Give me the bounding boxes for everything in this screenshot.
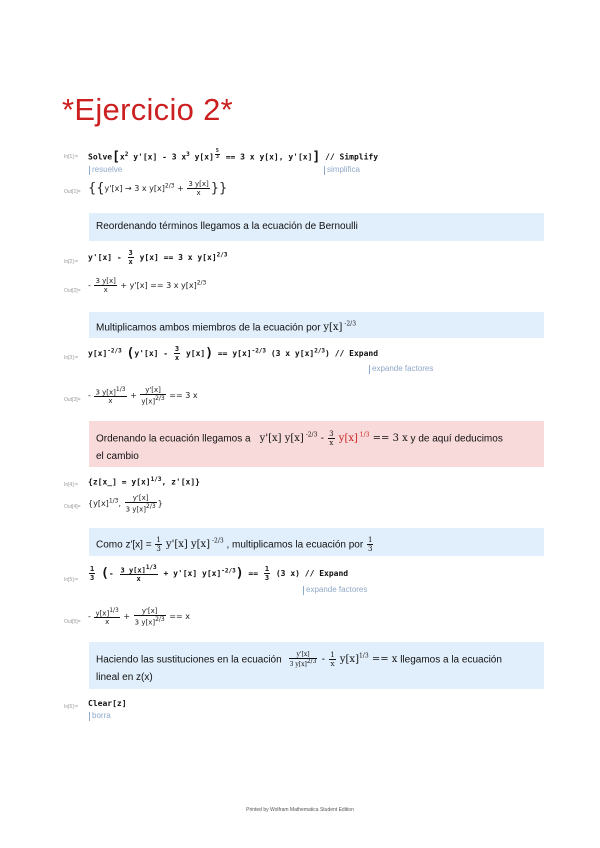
code-tail: // Expand xyxy=(304,569,349,579)
hint-expande-1[interactable]: expande factores xyxy=(372,364,434,373)
note3-text-a: Ordenando la ecuación llegamos a xyxy=(96,433,251,445)
section-title: *Ejercicio 2* xyxy=(62,92,234,127)
in-label-4: In[4]:= xyxy=(64,482,79,488)
out-label-4: Out[4]= xyxy=(64,504,81,510)
input-cell-1[interactable]: $Solve[x^2$ y'[x] - 3 $x^3$ y[x] $^{\frac{5}{3}}$ == 3 x y[x], y'[x]] // Simplify xyxy=(88,148,379,165)
note4-text-b: , multiplicamos la ecuación por xyxy=(226,539,364,551)
in-label-6: In[6]:= xyxy=(64,704,79,710)
out-label-5: Out[5]= xyxy=(64,619,81,625)
code-fn: Solve xyxy=(88,152,113,162)
text-cell-haciendo: Haciendo las sustituciones en la ecuación $\frac{y'[x]}{3 y[x]^{2/3}}$ - $\frac{1}{x}$ $y[x]^{1/3} == x$ llegamos a la ecuación lineal en z(x) xyxy=(89,642,544,689)
out-label-1: Out[1]= xyxy=(64,189,81,195)
hint-resuelve[interactable]: resuelve xyxy=(92,165,123,174)
in-label-1: In[1]:= xyxy=(64,154,79,160)
input-cell-5[interactable]: $\frac{1}{3}$ (- $\frac{3 y[x]^{1/3}}{x}$ + y'[x] $y[x]^{-2/3}$) == $\frac{1}{3}$ (3 x) // Expand xyxy=(90,564,349,584)
note3-text-c: el cambio xyxy=(96,451,139,463)
note3-text-b: y de aquí deducimos xyxy=(410,433,503,445)
hint-borra[interactable]: borra xyxy=(92,711,111,720)
code-tail: // Expand xyxy=(334,349,379,358)
print-footer: Printed by Wolfram Mathematica Student Edition xyxy=(246,807,354,813)
text-cell-ordenando: Ordenando la ecuación llegamos a y'[x] y[x] $^{-2/3}$ - $\frac{3}{x}$ y[x] $^{1/3}$ == 3 x y de aquí deducimos el cambio xyxy=(89,421,544,467)
input-cell-3[interactable]: $y[x]^{-2/3}$ (y'[x] - $\frac{3}{x}$ $y[x]) == y[x]^{-2/3}$ (3 x $y[x]^{2/3}$) // Expand xyxy=(88,345,379,362)
text-cell-multiplicamos: Multiplicamos ambos miembros de la ecuación por y[x] $^{-2/3}$ xyxy=(89,312,544,338)
out-label-2: Out[2]= xyxy=(64,288,81,294)
input-cell-4[interactable]: {z[x_] = $y[x]^{1/3}$, z'[x]} xyxy=(88,476,200,487)
hint-expande-2[interactable]: expande factores xyxy=(306,585,368,594)
input-cell-6[interactable]: Clear[z] xyxy=(88,699,127,708)
input-cell-2[interactable]: y'[x] - $\frac{3}{x}$ y[x] == 3 x $y[x]^{2/3}$ xyxy=(88,249,228,266)
text-cell-bernoulli: Reordenando términos llegamos a la ecuación de Bernoulli xyxy=(89,213,544,241)
in-label-3: In[3]:= xyxy=(64,355,79,361)
output-cell-5: - $\frac{y[x]^{1/3}}{x}$ + $\frac{y'[x]}{3 y[x]^{2/3}}$ == x xyxy=(88,607,190,627)
output-cell-4: {$y[x]^{1/3}$, $\frac{y'[x]}{3 y[x]^{2/3}}$ } xyxy=(88,494,163,514)
note5-text-c: lineal en z(x) xyxy=(96,672,153,684)
note5-text-b: llegamos a la ecuación xyxy=(400,654,502,666)
in-label-5: In[5]:= xyxy=(64,577,79,583)
note2-text: Multiplicamos ambos miembros de la ecuación por xyxy=(96,322,321,334)
in-label-2: In[2]:= xyxy=(64,259,79,265)
code-tail: // Simplify xyxy=(325,152,379,162)
output-cell-2: - $\frac{3 y[x]}{x}$ + y'[x] == 3 x $y[x]^{2/3}$ xyxy=(88,277,207,294)
output-cell-3: - $\frac{3 y[x]^{1/3}}{x}$ + $\frac{y'[x]}{y[x]^{2/3}}$ == 3 x xyxy=(88,386,198,406)
output-cell-1: {{y'[x] → 3 x $y[x]^{2/3}$ + $\frac{3 y[x]}{x}$ }} xyxy=(88,180,228,197)
note5-text-a: Haciendo las sustituciones en la ecuación xyxy=(96,654,282,666)
hint-simplifica[interactable]: simplifica xyxy=(327,165,360,174)
text-cell-como: Como z'[x] = $\frac{1}{3}$ y'[x] y[x] $^{-2/3}$ , multiplicamos la ecuación por $\frac{1}{3}$ xyxy=(89,528,544,556)
note4-text-a: Como z'[x] = xyxy=(96,539,152,551)
out-label-3: Out[3]= xyxy=(64,397,81,403)
